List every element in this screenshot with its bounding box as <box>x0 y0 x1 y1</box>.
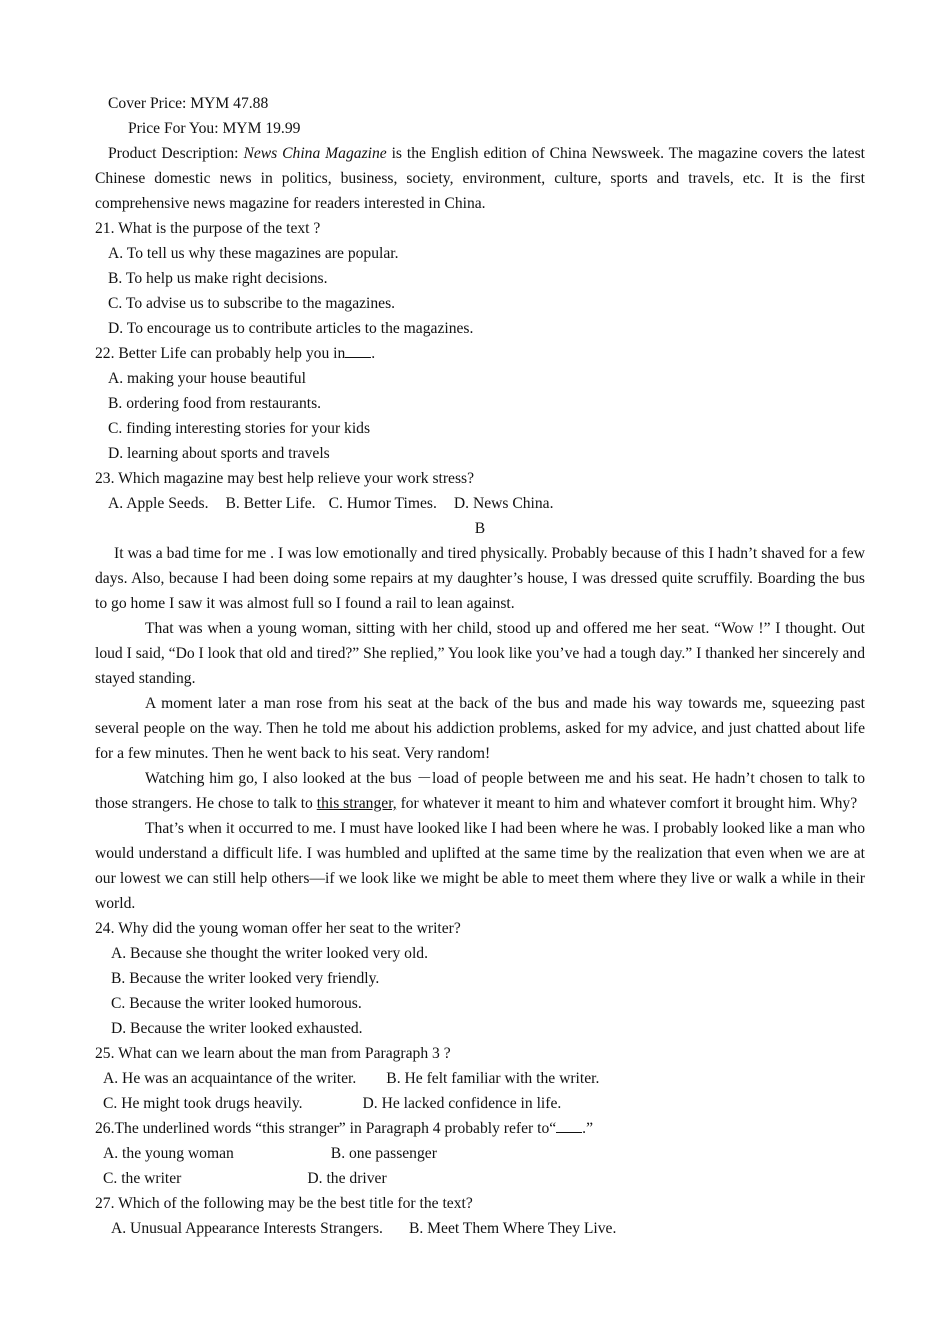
q24-option-b: B. Because the writer looked very friendly. <box>111 970 380 987</box>
q21-option-c: C. To advise us to subscribe to the magazines. <box>108 295 396 312</box>
q21-stem: 21. What is the purpose of the text ? <box>95 220 321 237</box>
magazine-title: News China Magazine <box>243 145 387 162</box>
answer-blank <box>556 1119 582 1133</box>
q22-option-a: A. making your house beautiful <box>108 370 306 387</box>
q24-stem: 24. Why did the young woman offer her seat to the writer? <box>95 920 461 937</box>
section-b-heading: B <box>474 520 486 537</box>
passage-b-paragraph-4: Watching him go, I also looked at the bus －load of people between me and his seat. He hadn’t chosen to talk to those strangers. He chose to talk to this stranger, for whatever it meant to him and whatever comfort it brought him. Why? <box>95 770 865 812</box>
underlined-this-stranger: this stranger, <box>316 795 397 812</box>
q22-stem: 22. Better Life can probably help you in . <box>95 345 376 362</box>
q24-option-a: A. Because she thought the writer looked very old. <box>111 945 428 962</box>
q22-option-c: C. finding interesting stories for your kids <box>108 420 371 437</box>
q22-option-d: D. learning about sports and travels <box>108 445 330 462</box>
q24-option-d: D. Because the writer looked exhausted. <box>111 1020 363 1037</box>
answer-blank <box>345 344 371 358</box>
passage-b-paragraph-5: That’s when it occurred to me. I must have looked like I had been where he was. I probably looked like a man who would understand a difficult life. I was humbled and uplifted at the same time by the realization that even when we are at our lowest we can still help others—if we look like we might be able to meet them where they live or walk a while in their world. <box>95 820 865 912</box>
q21-option-b: B. To help us make right decisions. <box>108 270 328 287</box>
q21-option-d: D. To encourage us to contribute articles to the magazines. <box>108 320 474 337</box>
passage-b-paragraph-2: That was when a young woman, sitting with her child, stood up and offered me her seat. “Wow !” I thought. Out loud I said, “Do I look that old and tired?” She replied,” You look like you’ve had a tough day.” I thanked her sincerely and stayed standing. <box>95 620 865 687</box>
q26-options-cd: C. the writer D. the driver <box>103 1170 387 1187</box>
document-page <box>95 91 865 1241</box>
price-for-you: Price For You: MYM 19.99 <box>128 120 301 137</box>
q22-option-b: B. ordering food from restaurants. <box>108 395 322 412</box>
q25-options-cd: C. He might took drugs heavily. D. He lacked confidence in life. <box>103 1095 562 1112</box>
q25-stem: 25. What can we learn about the man from Paragraph 3 ? <box>95 1045 451 1062</box>
q24-option-c: C. Because the writer looked humorous. <box>111 995 362 1012</box>
q26-options-ab: A. the young woman B. one passenger <box>103 1145 437 1162</box>
passage-b-paragraph-1: It was a bad time for me . I was low emotionally and tired physically. Probably because of this I hadn’t shaved for a few days. Also, because I had been doing some repairs at my daughter’s house, I was dressed quite scruffily. Boarding the bus to go home I saw it was almost full so I found a rail to lean against. <box>95 545 865 612</box>
q26-stem: 26.The underlined words “this stranger” in Paragraph 4 probably refer to“ .” <box>95 1120 593 1137</box>
q23-stem: 23. Which magazine may best help relieve your work stress? <box>95 470 475 487</box>
q23-options: A. Apple Seeds. B. Better Life. C. Humor Times. D. News China. <box>108 495 554 512</box>
q27-stem: 27. Which of the following may be the best title for the text? <box>95 1195 473 1212</box>
cover-price: Cover Price: MYM 47.88 <box>108 95 269 112</box>
q27-options-ab: A. Unusual Appearance Interests Strangers. B. Meet Them Where They Live. <box>111 1220 617 1237</box>
q25-options-ab: A. He was an acquaintance of the writer. B. He felt familiar with the writer. <box>103 1070 600 1087</box>
product-description: Product Description: News China Magazine is the English edition of China Newsweek. The magazine covers the latest Chinese domestic news in politics, business, society, environment, culture, sports and travels, etc. It is the first comprehensive news magazine for readers interested in China. <box>95 145 865 212</box>
passage-b-paragraph-3: A moment later a man rose from his seat at the back of the bus and made his way towards me, squeezing past several people on the way. Then he told me about his addiction problems, asked for my advice, and just chatted about life for a few minutes. Then he went back to his seat. Very random! <box>95 695 865 762</box>
q21-option-a: A. To tell us why these magazines are popular. <box>108 245 399 262</box>
